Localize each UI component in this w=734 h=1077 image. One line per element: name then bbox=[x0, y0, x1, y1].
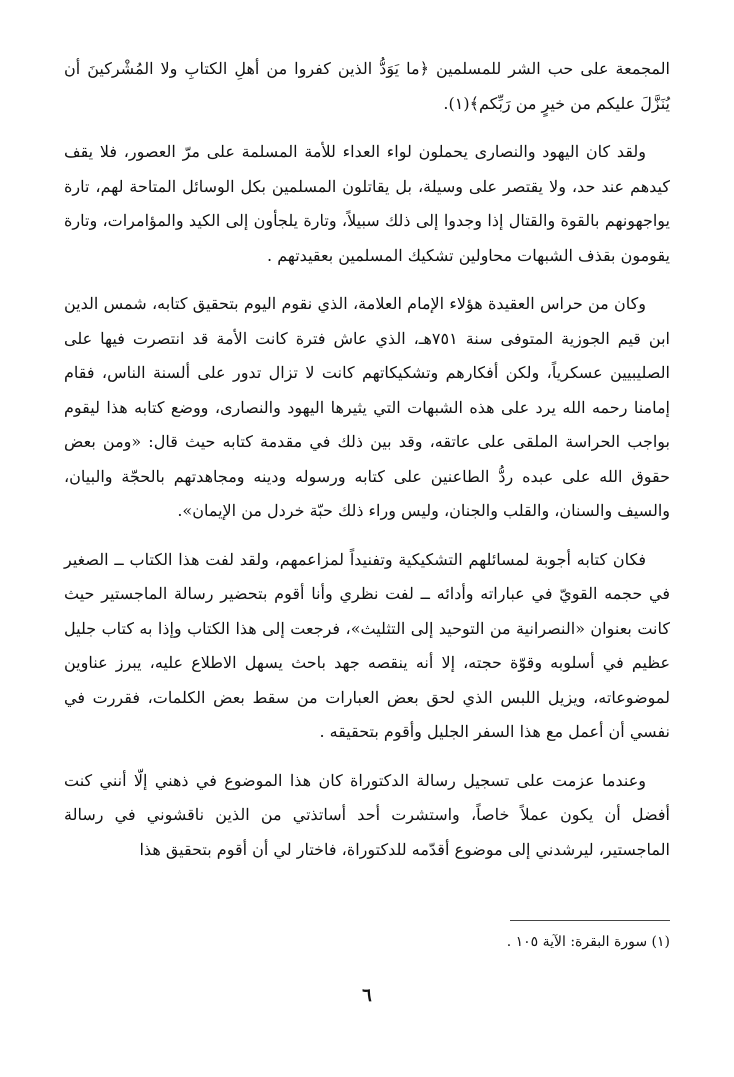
footnote: (١) سورة البقرة: الآية ١٠٥ . bbox=[506, 934, 670, 950]
paragraph-doctorate: وعندما عزمت على تسجيل رسالة الدكتوراة كان هذا الموضوع في ذهني إلّا أنني كنت أفضل أن يكون عملاً خاصاً، واستشرت أحد أساتذتي من الذين ناقشوني في رسالة الماجستير، ليرشدني إلى موضوع أقدّمه للدكتوراة، فاختار لي أن أقوم بتحقيق هذا bbox=[64, 770, 670, 859]
paragraph-book-answers: فكان كتابه أجوبة لمسائلهم التشكيكية وتفنيداً لمزاعمهم، ولقد لفت هذا الكتاب ــ الصغير في حجمه القويّ في عباراته وأدائه ــ لفت نظري وأنا أقوم بتحضير رسالة الماجستير حيث كانت بعنوان «النصرانية من التوحيد إلى التثليث»، فرجعت إلى هذا الكتاب وإذا به كتاب جليل عظيم في أسلوبه وقوّة حجته، إلا أنه ينقصه جهد باحث يسهل الاطلاع عليه، يبرز عناوين لموضوعاته، ويزيل اللبس الذي لحق بعض العبارات من سقط بعض الكلمات، فقررت في نفسي أن أعمل مع هذا السفر الجليل وأقوم بتحقيقه . bbox=[64, 549, 670, 741]
footnote-divider bbox=[510, 920, 670, 921]
page-body bbox=[64, 52, 670, 881]
paragraph-jews-christians: ولقد كان اليهود والنصارى يحملون لواء العداء للأمة المسلمة على مرّ العصور، فلا يقف كيدهم عند حد، ولا يقتصر على وسيلة، بل يقاتلون المسلمين بكل الوسائل المتاحة لهم، تارة يواجهونهم بالقوة والقتال إذا وجدوا إلى ذلك سبيلاً، وتارة يلجأون إلى الكيد والمؤامرات، وتارة يقومون بقذف الشبهات محاولين تشكيك المسلمين بعقيدتهم . bbox=[64, 142, 670, 265]
paragraph-intro-quote: المجمعة على حب الشر للمسلمين ﴿ما يَوَدُّ الذين كفروا من أهلِ الكتابِ ولا المُشْركينَ أن يُنَزَّلَ عليكم من خيرٍ من رَبِّكم﴾(١). bbox=[64, 59, 670, 113]
paragraph-ibn-qayyim: وكان من حراس العقيدة هؤلاء الإمام العلامة، الذي نقوم اليوم بتحقيق كتابه، شمس الدين ابن قيم الجوزية المتوفى سنة ٧٥١هـ، الذي عاش فترة كانت الأمة قد انتصرت فيها على الصليبيين عسكرياً، ولكن أفكارهم وتشكيكاتهم كانت لا تزال تدور على ألسنة الناس، فقام إمامنا رحمه الله يرد على هذه الشبهات التي يثيرها اليهود والنصارى، ووضع كتابه هذا ليقوم بواجب الحراسة الملقى على عاتقه، وقد بين ذلك في مقدمة كتابه حيث قال: «ومن بعض حقوق الله على عبده ردُّ الطاعنين على كتابه ورسوله ودينه ومجاهدتهم بالحجّة والبيان، والسيف والسنان، والقلب والجنان، وليس وراء ذلك حبّة خردل من الإيمان». bbox=[64, 294, 670, 520]
page-number: ٦ bbox=[362, 985, 372, 1006]
